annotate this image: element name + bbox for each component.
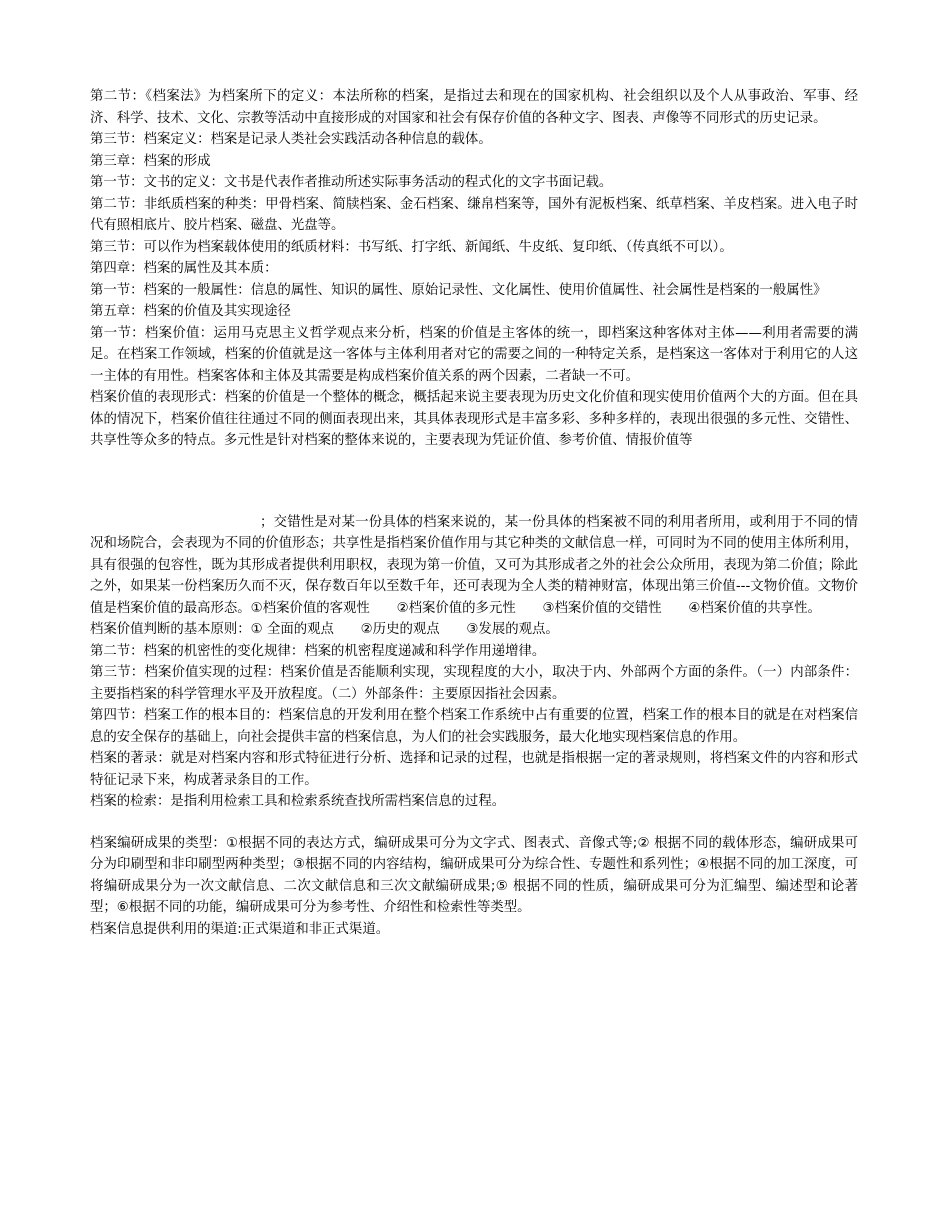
section-gap [90, 452, 858, 512]
section-gap [90, 813, 858, 833]
paragraph: 档案价值的表现形式：档案的价值是一个整体的概念，概括起来说主要表现为历史文化价值和现实使用价值两个大的方面。但在具体的情况下，档案价值往往通过不同的侧面表现出来，其具体表现形式是丰富多彩、多种多样的，表现出很强的多元性、交错性、共享性等众多的特点。多元性是针对档案的整体来说的，主要表现为凭证价值、参考价值、情报价值等 [90, 390, 858, 448]
paragraph: 第三节：可以作为档案载体使用的纸质材料：书写纸、打字纸、新闻纸、牛皮纸、复印纸、（传真纸不可以）。 [90, 239, 733, 255]
paragraph: 档案价值判断的基本原则：① 全面的观点 ②历史的观点 ③发展的观点。 [90, 622, 559, 637]
paragraph: 第二节：《档案法》为档案所下的定义：本法所称的档案，是指过去和现在的国家机构、社会组织以及个人从事政治、军事、经济、科学、技术、文化、宗教等活动中直接形成的对国家和社会有保存价值的各种文字、图表、声像等不同形式的历史记录。 [90, 89, 858, 126]
paragraph: 档案信息提供利用的渠道:正式渠道和非正式渠道。 [90, 921, 390, 937]
paragraph: 档案的检索：是指利用检索工具和检索系统查找所需档案信息的过程。 [90, 794, 506, 809]
paragraph: 第三章：档案的形成 [90, 153, 211, 169]
paragraph: 第三节：档案价值实现的过程：档案价值是否能顺利实现，实现程度的大小，取决于内、外部两个方面的条件。（一）内部条件：主要指档案的科学管理水平及开放程度。（二）外部条件：主要原因指社会因素。 [90, 665, 858, 702]
paragraph: ；交错性是对某一份具体的档案来说的，某一份具体的档案被不同的利用者所用，或利用于不同的情况和场院合，会表现为不同的价值形态；共享性是指档案价值作用与其它种类的文献信息一样，可同时为不同的使用主体所利用，具有很强的包容性，既为其形成者提供利用职权，表现为第一价值，又可为其形成者之外的社会公众所用，表现为第二价值；除此之外，如果某一份档案历久而不灭，保存数百年以至数千年，还可表现为全人类的精神财富，体现出第三价值---文物价值。文物价值是档案价值的最高形态。①档案价值的客观性 ②档案价值的多元性 ③档案价值的交错性 ④档案价值的共享性。 [90, 514, 858, 616]
paragraph: 第五章：档案的价值及其实现途径 [90, 304, 291, 319]
document-body [90, 86, 858, 940]
paragraph: 第二节：档案的机密性的变化规律：档案的机密程度递减和科学作用递增律。 [90, 643, 546, 659]
paragraph: 第一节：档案的一般属性：信息的属性、知识的属性、原始记录性、文化属性、使用价值属性、社会属性是档案的一般属性》 [90, 282, 827, 298]
paragraph: 第四章：档案的属性及其本质： [90, 261, 278, 276]
paragraph: 第一节：文书的定义：文书是代表作者推动所述实际事务活动的程式化的文字书面记载。 [90, 175, 613, 190]
paragraph: 第四节：档案工作的根本目的：档案信息的开发利用在整个档案工作系统中占有重要的位置，档案工作的根本目的就是在对档案信息的安全保存的基础上，向社会提供丰富的档案信息，为人们的社会实践服务，最大化地实现档案信息的作用。 [90, 708, 858, 745]
paragraph: 第一节：档案价值：运用马克思主义哲学观点来分析，档案的价值是主客体的统一，即档案这种客体对主体——利用者需要的满足。在档案工作领域，档案的价值就是这一客体与主体利用者对它的需要之间的一种特定关系，是档案这一客体对于利用它的人这一主体的有用性。档案客体和主体及其需要是构成档案价值关系的两个因素，二者缺一不可。 [90, 325, 858, 384]
paragraph: 第二节：非纸质档案的种类：甲骨档案、简牍档案、金石档案、缣帛档案等，国外有泥板档案、纸草档案、羊皮档案。进入电子时代有照相底片、胶片档案、磁盘、光盘等。 [90, 196, 858, 233]
paragraph: 档案编研成果的类型：①根据不同的表达方式，编研成果可分为文字式、图表式、音像式等;② 根据不同的载体形态，编研成果可分为印刷型和非印刷型两种类型；③根据不同的内容结构，编研成果可分为综合性、专题性和系列性；④根据不同的加工深度，可将编研成果分为一次文献信息、二次文献信息和三次文献编研成果;⑤ 根据不同的性质，编研成果可分为汇编型、编述型和论著型；⑥根据不同的功能，编研成果可分为参考性、介绍性和检索性等类型。 [90, 835, 858, 915]
paragraph: 档案的著录：就是对档案内容和形式特征进行分析、选择和记录的过程，也就是指根据一定的著录规则，将档案文件的内容和形式特征记录下来，构成著录条目的工作。 [90, 751, 858, 788]
paragraph: 第三节：档案定义：档案是记录人类社会实践活动各种信息的载体。 [90, 132, 492, 147]
